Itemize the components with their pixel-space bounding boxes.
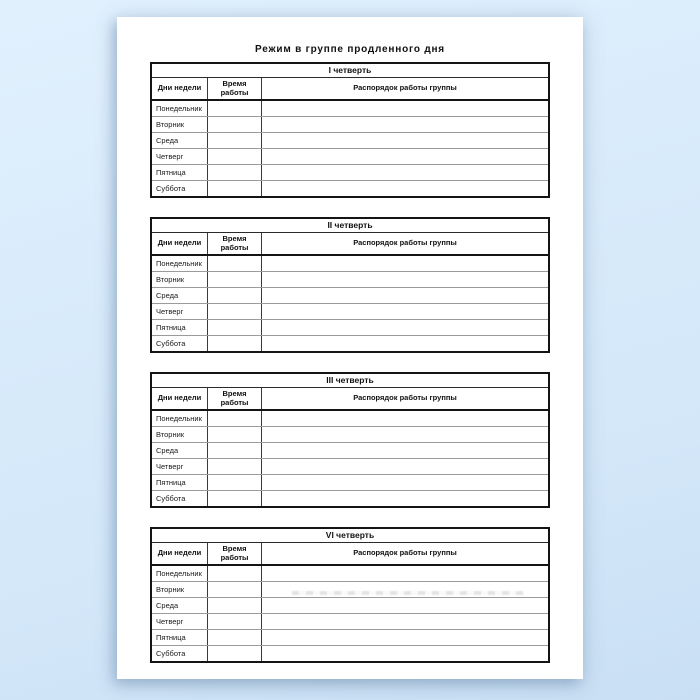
time-cell-blank: [208, 491, 262, 506]
table-row: [152, 271, 548, 287]
schedule-cell-blank: [262, 614, 548, 629]
time-cell-blank: [208, 149, 262, 164]
schedule-cell-blank: [262, 256, 548, 271]
day-label: Четверг: [152, 304, 208, 319]
day-label: Пятница: [152, 475, 208, 490]
time-cell-blank: [208, 614, 262, 629]
day-label: Пятница: [152, 165, 208, 180]
table-row: [152, 597, 548, 613]
day-label: Суббота: [152, 491, 208, 506]
time-cell-blank: [208, 411, 262, 426]
table-row: [152, 426, 548, 442]
schedule-cell-blank: [262, 598, 548, 613]
schedule-cell-blank: [262, 443, 548, 458]
table-row: [152, 442, 548, 458]
time-cell-blank: [208, 117, 262, 132]
time-cell-blank: [208, 443, 262, 458]
col-header-days: Дни недели: [152, 233, 208, 254]
day-label: Четверг: [152, 459, 208, 474]
day-label: Вторник: [152, 272, 208, 287]
day-label: Среда: [152, 598, 208, 613]
quarter-heading: I четверть: [152, 64, 548, 78]
time-cell-blank: [208, 566, 262, 581]
table-row: [152, 490, 548, 506]
table-row: [152, 148, 548, 164]
time-cell-blank: [208, 304, 262, 319]
table-row: [152, 164, 548, 180]
schedule-cell-blank: [262, 181, 548, 196]
day-label: Вторник: [152, 117, 208, 132]
table-header-row: [152, 78, 548, 101]
time-cell-blank: [208, 165, 262, 180]
time-cell-blank: [208, 427, 262, 442]
time-cell-blank: [208, 598, 262, 613]
col-header-days: Дни недели: [152, 388, 208, 409]
col-header-time: Время работы: [208, 78, 262, 99]
day-label: Четверг: [152, 149, 208, 164]
quarter-heading: II четверть: [152, 219, 548, 233]
col-header-days: Дни недели: [152, 78, 208, 99]
quarter-table-2: [150, 217, 550, 353]
table-row: [152, 101, 548, 116]
time-cell-blank: [208, 646, 262, 661]
table-row: [152, 180, 548, 196]
col-header-time: Время работы: [208, 388, 262, 409]
time-cell-blank: [208, 475, 262, 490]
col-header-schedule: Распорядок работы группы: [353, 238, 457, 248]
table-row: [152, 645, 548, 661]
day-label: Понедельник: [152, 256, 208, 271]
time-cell-blank: [208, 320, 262, 335]
time-cell-blank: [208, 272, 262, 287]
day-label: Четверг: [152, 614, 208, 629]
schedule-cell-blank: [262, 630, 548, 645]
schedule-cell-blank: [262, 646, 548, 661]
table-row: [152, 629, 548, 645]
table-row: [152, 581, 548, 597]
day-label: Вторник: [152, 427, 208, 442]
quarter-table-3: [150, 372, 550, 508]
day-label: Суббота: [152, 181, 208, 196]
time-cell-blank: [208, 630, 262, 645]
day-label: Вторник: [152, 582, 208, 597]
quarter-heading: VI четверть: [152, 529, 548, 543]
table-row: [152, 132, 548, 148]
table-row: [152, 303, 548, 319]
schedule-cell-blank: [262, 133, 548, 148]
col-header-days: Дни недели: [152, 543, 208, 564]
day-label: Пятница: [152, 630, 208, 645]
day-label: Понедельник: [152, 101, 208, 116]
document-page: [117, 17, 583, 679]
quarter-table-4: [150, 527, 550, 663]
schedule-cell-blank: [262, 411, 548, 426]
col-header-schedule: Распорядок работы группы: [353, 548, 457, 558]
schedule-cell-blank: [262, 117, 548, 132]
schedule-cell-blank: [262, 304, 548, 319]
table-row: [152, 335, 548, 351]
col-header-schedule: Распорядок работы группы: [353, 83, 457, 93]
schedule-cell-blank: [262, 101, 548, 116]
table-row: [152, 287, 548, 303]
time-cell-blank: [208, 181, 262, 196]
col-header-schedule: Распорядок работы группы: [353, 393, 457, 403]
schedule-cell-blank: [262, 288, 548, 303]
table-row: [152, 474, 548, 490]
table-row: [152, 613, 548, 629]
time-cell-blank: [208, 459, 262, 474]
document-title: Режим в группе продленного дня: [255, 44, 445, 55]
table-header-row: [152, 388, 548, 411]
table-row: [152, 566, 548, 581]
schedule-cell-blank: [262, 272, 548, 287]
table-row: [152, 458, 548, 474]
col-header-time: Время работы: [208, 543, 262, 564]
schedule-cell-blank: [262, 459, 548, 474]
table-row: [152, 256, 548, 271]
quarter-heading: III четверть: [152, 374, 548, 388]
day-label: Среда: [152, 133, 208, 148]
quarter-table-1: [150, 62, 550, 198]
day-label: Пятница: [152, 320, 208, 335]
schedule-cell-blank: [262, 491, 548, 506]
day-label: Суббота: [152, 646, 208, 661]
day-label: Суббота: [152, 336, 208, 351]
day-label: Среда: [152, 288, 208, 303]
schedule-cell-blank: [262, 475, 548, 490]
day-label: Среда: [152, 443, 208, 458]
schedule-cell-blank: [262, 320, 548, 335]
schedule-cell-blank: [262, 566, 548, 581]
time-cell-blank: [208, 133, 262, 148]
time-cell-blank: [208, 336, 262, 351]
table-row: [152, 116, 548, 132]
schedule-cell-blank: [262, 427, 548, 442]
schedule-cell-blank: [262, 165, 548, 180]
schedule-cell-blank: [262, 582, 548, 597]
table-header-row: [152, 543, 548, 566]
table-row: [152, 319, 548, 335]
schedule-cell-blank: [262, 336, 548, 351]
day-label: Понедельник: [152, 566, 208, 581]
table-row: [152, 411, 548, 426]
col-header-time: Время работы: [208, 233, 262, 254]
time-cell-blank: [208, 288, 262, 303]
time-cell-blank: [208, 101, 262, 116]
schedule-cell-blank: [262, 149, 548, 164]
time-cell-blank: [208, 256, 262, 271]
table-header-row: [152, 233, 548, 256]
day-label: Понедельник: [152, 411, 208, 426]
time-cell-blank: [208, 582, 262, 597]
